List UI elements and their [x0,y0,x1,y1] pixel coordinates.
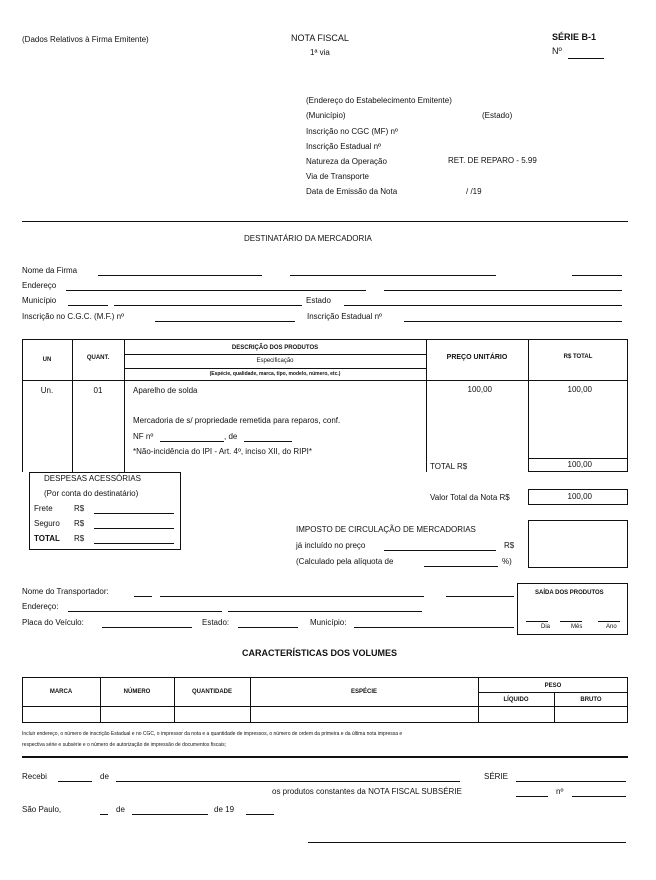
col-spec-detail: (Espécie, qualidade, marca, tipo, modelo, número, etc.) [209,371,341,377]
insurance-label: Seguro [34,519,60,528]
transport-label: Via de Transporte [306,172,370,181]
volumes-header-divider [22,706,628,707]
received-line[interactable] [116,781,460,782]
insurance-currency: R$ [74,519,85,528]
received-label: Recebi [22,772,47,781]
footer-series-label: SÉRIE [484,772,509,781]
firm-name-line-2[interactable] [290,275,496,276]
operation-value: RET. DE REPARO - 5.99 [448,156,537,165]
subseries-line[interactable] [516,796,548,797]
number-line[interactable] [568,58,604,59]
desc-subhead-line-1 [124,354,426,355]
issuer-state-label: (Estado) [482,111,513,120]
firm-name-line[interactable] [98,275,262,276]
desc-subhead-line-2 [124,368,426,369]
footer-number-label: nº [556,787,564,796]
vehicle-plate-label: Placa do Veículo: [22,618,84,627]
col-net: LÍQUIDO [503,697,529,703]
recipient-state-line[interactable] [344,305,622,306]
col-unit-price: PREÇO UNITÁRIO [446,354,508,361]
carrier-name-label: Nome do Transportador: [22,587,109,596]
exit-day: Dia [541,624,551,630]
carrier-state-line[interactable] [238,627,298,628]
firm-name-label: Nome da Firma [22,266,78,275]
volumes-col-divider-1 [100,677,101,723]
carrier-address-line-2[interactable] [228,611,422,612]
products-total-label: TOTAL R$ [430,462,468,471]
col-gross: BRUTO [580,697,602,703]
row-desc: Aparelho de solda [133,386,198,395]
issuer-state-reg-label: Inscrição Estadual nº [306,142,381,151]
col-qty: QUANT. [86,355,110,361]
issuer-data-label: (Dados Relativos à Firma Emitente) [22,35,149,44]
received-of: de [100,772,109,781]
operation-label: Natureza da Operação [306,157,387,166]
carrier-name-line[interactable] [134,596,152,597]
freight-line[interactable] [94,513,174,514]
firm-name-line-3[interactable] [572,275,622,276]
freight-currency: R$ [74,504,85,513]
date-of-2: de 19 [214,805,235,814]
nf-number-line[interactable] [160,441,224,442]
exit-year: Ano [606,624,617,630]
header-divider [22,221,628,222]
recipient-municipality-label: Município [22,296,57,305]
col-species: ESPÉCIE [350,689,377,695]
row-unit-price: 100,00 [467,385,492,394]
product-note-de: , de [224,432,238,441]
carrier-state-label: Estado: [202,618,230,627]
carrier-name-line-2[interactable] [160,596,424,597]
col-quantity: QUANTIDADE [192,689,232,695]
weight-subhead-line [478,692,628,693]
recipient-address-label: Endereço [22,281,57,290]
products-total-value: 100,00 [567,460,592,469]
recipient-address-line[interactable] [66,290,366,291]
exit-month-line[interactable] [560,621,582,622]
icms-rate: (Calculado pela alíquota de [296,557,394,566]
carrier-address-line[interactable] [68,611,222,612]
total-note-value: 100,00 [567,492,592,501]
exit-day-line[interactable] [526,621,548,622]
series-label: SÉRIE B-1 [552,32,597,42]
footer-divider [22,756,628,758]
volumes-title: CARACTERÍSTICAS DOS VOLUMES [242,648,398,658]
col-spec: Especificação [256,358,294,364]
footer-note-line2: respectiva série e subsérie e o número de autorização de impressão de documentos fiscais; [22,742,226,748]
month-line[interactable] [132,814,208,815]
issuer-municipality-label: (Município) [306,111,346,120]
doc-title: NOTA FISCAL [291,33,349,43]
recipient-municipality-line-2[interactable] [114,305,302,306]
issuer-cgc-label: Inscrição no CGC (MF) nº [306,127,398,136]
received-day-line[interactable] [58,781,92,782]
col-unit: UN [42,357,52,363]
volumes-col-divider-2 [174,677,175,723]
recipient-municipality-line[interactable] [68,305,108,306]
recipient-section-title: DESTINATÁRIO DA MERCADORIA [244,234,372,243]
expenses-subtitle: (Por conta do destinatário) [44,489,139,498]
footer-series-line[interactable] [516,781,626,782]
product-note-line3: *Não-incidência do IPI - Art. 4º, inciso XII, do RIPI* [133,447,313,456]
carrier-address-label: Endereço: [22,602,59,611]
footer-note-line1: Incluir endereço, o número de inscrição Estadual e no CGC, o impressor da nota e a quantidade de impressos, o número de ordem da primeira e da última nota impressa e [22,731,403,737]
col-desc: DESCRIÇÃO DOS PRODUTOS [231,345,319,351]
issue-date-label: Data de Emissão da Nota [306,187,398,196]
col-weight: PESO [544,683,562,689]
footer-number-line[interactable] [572,796,626,797]
icms-currency: R$ [504,541,515,550]
date-of-1: de [116,805,125,814]
recipient-state-reg-line[interactable] [404,321,622,322]
copy-label: 1ª via [310,48,330,57]
day-line[interactable] [100,814,108,815]
row-qty: 01 [93,386,103,395]
freight-label: Frete [34,504,53,513]
expenses-total-currency: R$ [74,534,85,543]
carrier-name-line-3[interactable] [446,596,514,597]
insurance-line[interactable] [94,528,174,529]
col-total: R$ TOTAL [563,354,593,360]
number-label: Nº [552,46,562,56]
products-received-line: os produtos constantes da NOTA FISCAL SUBSÉRIE [272,787,462,796]
expenses-total-label: TOTAL [34,534,60,543]
icms-rate-line[interactable] [424,566,498,567]
icms-title: IMPOSTO DE CIRCULAÇÃO DE MERCADORIAS [296,525,476,534]
expenses-total-line[interactable] [94,543,174,544]
carrier-municipality-line[interactable] [354,627,514,628]
icms-percent: %) [502,557,512,566]
signature-line[interactable] [308,842,626,843]
exit-month: Mês [571,624,583,630]
issuer-address-label: (Endereço do Estabelecimento Emitente) [306,96,452,105]
recipient-cgc-line[interactable] [155,321,295,322]
recipient-state-label: Estado [306,296,331,305]
col-number: NÚMERO [123,689,151,695]
vehicle-plate-line[interactable] [102,627,192,628]
product-note-line2: NF nº [133,432,154,441]
year-line[interactable] [246,814,274,815]
nf-date-line[interactable] [244,441,292,442]
row-unit: Un. [40,386,54,395]
carrier-municipality-label: Município: [310,618,347,627]
col-brand: MARCA [49,689,73,695]
products-header-divider [22,380,628,381]
icms-included-line[interactable] [384,550,496,551]
product-note-line1: Mercadoria de s/ propriedade remetida para reparos, conf. [133,416,341,425]
expenses-title: DESPESAS ACESSÓRIAS [44,474,141,483]
volumes-col-divider-3 [250,677,251,723]
row-total: 100,00 [567,385,592,394]
recipient-state-reg-label: Inscrição Estadual nº [307,312,382,321]
issue-date-value: / /19 [466,187,482,196]
icms-box [528,520,628,568]
recipient-address-line-2[interactable] [384,290,622,291]
total-note-label: Valor Total da Nota R$ [430,493,510,502]
icms-included: já incluído no preço [296,541,366,550]
city-label: São Paulo, [22,805,62,814]
exit-title: SAÍDA DOS PRODUTOS [535,590,604,596]
exit-year-line[interactable] [598,621,620,622]
recipient-cgc-label: Inscrição no C.G.C. (M.F.) nº [22,312,125,321]
